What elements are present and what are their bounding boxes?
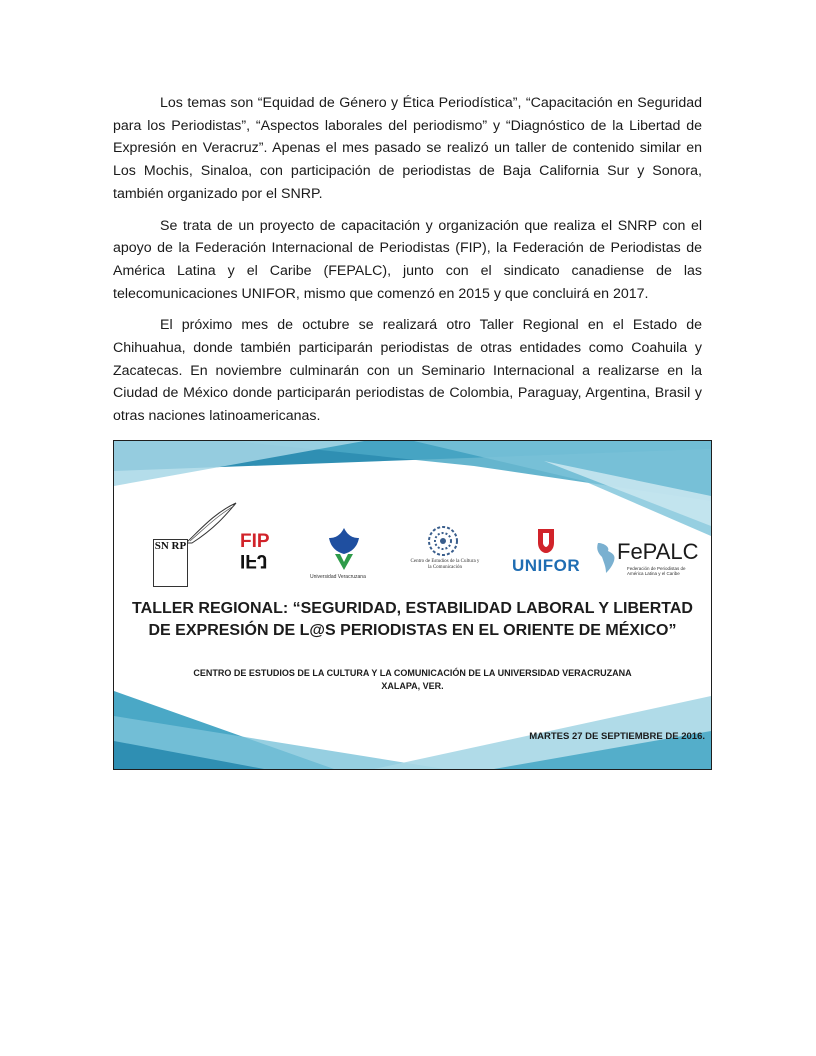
uv-label: Universidad Veracruzana xyxy=(310,574,366,580)
banner-date: MARTES 27 DE SEPTIEMBRE DE 2016. xyxy=(529,731,705,742)
fepalc-logo: FePALC xyxy=(617,539,699,564)
unifor-logo-icon xyxy=(534,527,558,555)
paragraph-topics: Los temas son “Equidad de Género y Ética Periodística”, “Capacitación en Seguridad para los Periodistas”, “Aspectos laborales del periodismo” y “Diagnóstico de la Libertad de Expresión en Veracruz”. Apenas el mes pasado se realizó un taller de contenido similar en Los Mochis, Sinaloa, con participación de periodistas de Baja California Sur y Sonora, también organizado por el SNRP. xyxy=(113,95,702,202)
banner-title xyxy=(114,598,711,642)
snrp-logo xyxy=(153,539,188,587)
quill-icon xyxy=(184,501,239,546)
universidad-veracruzana-logo-icon xyxy=(323,526,365,572)
fip-logo: FIP xyxy=(240,531,270,552)
fepalc-subtitle: Federación de Periodistas de América Latina y el Caribe xyxy=(627,566,686,576)
banner-venue-line2: XALAPA, VER. xyxy=(381,681,444,691)
snrp-logo-text: SN RP xyxy=(154,540,187,552)
banner-venue-line1: CENTRO DE ESTUDIOS DE LA CULTURA Y LA COMUNICACIÓN DE LA UNIVERSIDAD VERACRUZANA xyxy=(193,668,632,678)
banner-title-line1: TALLER REGIONAL: “SEGURIDAD, ESTABILIDAD LABORAL Y LIBERTAD xyxy=(132,600,693,617)
ifj-logo: IFJ xyxy=(240,550,268,571)
cecc-label: Centro de Estudios de la Cultura y la Comunicación xyxy=(410,559,480,570)
banner-title-line2: DE EXPRESIÓN DE L@S PERIODISTAS EN EL ORIENTE DE MÉXICO” xyxy=(148,622,677,639)
document-body xyxy=(113,92,702,437)
paragraph-next-events: El próximo mes de octubre se realizará otro Taller Regional en el Estado de Chihuahua, donde también participarán periodistas de otras entidades como Coahuila y Zacatecas. En noviembre culminarán con un Seminario Internacional a realizarse en la Ciudad de México donde participarán periodistas de Colombia, Paraguay, Argentina, Brasil y otras naciones latinoamericanas. xyxy=(113,317,702,425)
cecc-logo-icon xyxy=(426,525,460,557)
event-banner-image xyxy=(113,440,712,770)
paragraph-project: Se trata de un proyecto de capacitación y organización que realiza el SNRP con el apoyo de la Federación Internacional de Periodistas (FIP), la Federación de Periodistas de América Latina y el Caribe (FEPALC), junto con el sindicato canadiense de las telecomunicaciones UNIFOR, mismo que comenzó en 2015 y que concluirá en 2017. xyxy=(113,217,702,302)
unifor-logo: UNIFOR xyxy=(512,556,581,575)
banner-venue xyxy=(114,667,711,693)
